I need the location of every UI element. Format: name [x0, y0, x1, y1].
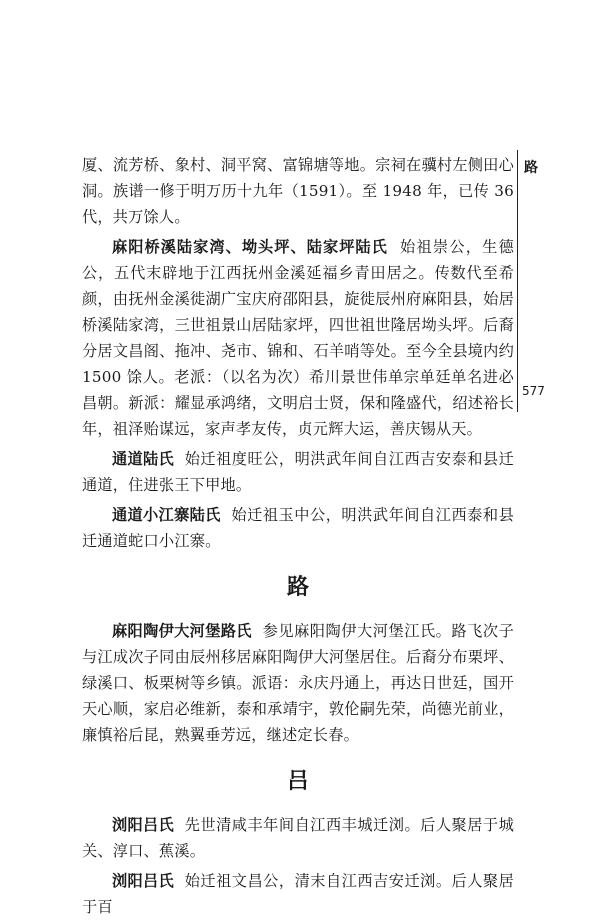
- paragraph: [82, 446, 514, 498]
- entry-title: 浏阳吕氏: [112, 816, 174, 834]
- paragraph: [82, 234, 514, 442]
- running-head: 路: [524, 160, 538, 176]
- section-heading: 路: [286, 574, 309, 600]
- entry-title: 麻阳桥溪陆家湾、坳头坪、陆家坪陆氏: [112, 238, 388, 256]
- entry-title: 通道陆氏: [112, 450, 174, 468]
- main-text: [82, 152, 514, 924]
- paragraph: [82, 152, 514, 230]
- entry-text: 始祖崇公，生德公，五代末辟地于江西抚州金溪延福乡青田居之。传数代至希颜，由抚州金溪徙湖广宝庆府邵阳县，旋徙辰州府麻阳县，始居桥溪陆家湾，三世祖景山居陆家坪，四世祖世隆居坳头坪。后裔分居文昌阁、拖冲、尧市、锦和、石羊哨等处。至今全县境内约 1500 馀人。老派：（以名为次）希川景世伟单宗单廷单名进必昌朝。新派：耀显承鸿绪，文明启士贤，保和隆盛代，绍述裕长年，祖泽贻谋远，家声孝友传，贞元辉大运，善庆锡从天。: [82, 238, 514, 438]
- margin-rule: [517, 150, 518, 412]
- entry-text: 始迁祖文昌公，清末自江西吉安迁浏。后人聚居于百: [82, 872, 515, 916]
- entry-text: 先世清咸丰年间自江西丰城迁浏。后人聚居于城关、淳口、蕉溪。: [82, 816, 515, 860]
- entry-title: 浏阳吕氏: [112, 872, 174, 890]
- paragraph: [82, 502, 514, 554]
- entry-text: 始迁祖度旺公，明洪武年间自江西吉安泰和县迁通道，住进张王下甲地。: [82, 450, 515, 494]
- entry-title: 麻阳陶伊大河堡路氏: [112, 622, 252, 640]
- entry-title: 通道小江寨陆氏: [112, 506, 221, 524]
- section-heading: 吕: [286, 768, 309, 794]
- entry-text: 始迁祖玉中公，明洪武年间自江西泰和县迁通道蛇口小江寨。: [82, 506, 514, 550]
- entry-text: 参见麻阳陶伊大河堡江氏。路飞次子与江成次子同由辰州移居麻阳陶伊大河堡居住。后裔分布栗坪、绿溪口、板栗树等乡镇。派语：永庆丹通上，再达日世廷，国开天心顺，家启必维新，泰和承靖宇，敦伦嗣先荣，尚德光前业，廉慎裕后昆，熟翼垂芳远，继述定长春。: [82, 622, 515, 744]
- paragraph: [82, 618, 514, 748]
- page-number: 577: [522, 384, 545, 398]
- paragraph: [82, 868, 514, 920]
- paragraph: [82, 812, 514, 864]
- entry-text: 厦、流芳桥、象村、洞平窝、富锦塘等地。宗祠在骥村左侧田心洞。族谱一修于明万历十九年（1591）。至 1948 年，已传 36 代，共万馀人。: [82, 156, 514, 226]
